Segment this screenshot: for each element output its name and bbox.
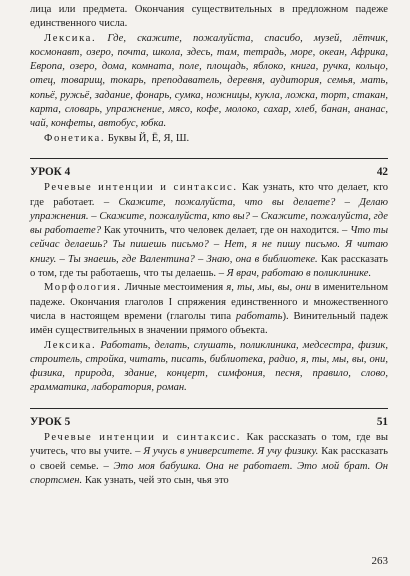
lesson5-heading xyxy=(30,415,388,429)
phonetics-label: Фонетика. xyxy=(44,132,106,144)
lexicon-words: Где, скажите, пожалуйста, спасибо, музей, лётчик, космонавт, озеро, почта, школа, здесь, там, тетрадь, море, океан, Африка, Европа, озеро, дома, комната, поле, площадь, яблоко, книга, ручка, кольцо, отец, товарищ, токарь, преподаватель, деревня, аудитория, семья, мать, копьё, ружьё, задание, фонарь, сумка, ножницы, кукла, ложка, торт, стакан, карта, словарь, упражнение, мясо, кофе, молоко, сахар, хлеб, банан, ананас, чай, конфеты, автобус, юбка. xyxy=(30,32,388,130)
intro-lexicon xyxy=(30,32,388,132)
lexicon-label: Лексика. xyxy=(44,32,97,44)
lexicon-words: Работать, делать, слушать, поликлиника, медсестра, физик, строитель, стройка, читать, писать, библиотека, радио, я, ты, мы, вы, они, физика, природа, здание, концерт, симфония, песня, правило, слово, грамматика, лаборатория, роман. xyxy=(30,339,388,394)
lesson5-divider xyxy=(30,408,388,409)
speech-label: Речевые интенции и синтаксис. xyxy=(44,432,241,444)
intro-phonetics xyxy=(30,132,388,146)
phonetics-text: Буквы Й, Ё, Я, Ш. xyxy=(107,132,190,144)
morphology-label: Морфология. xyxy=(44,282,122,294)
lesson4-divider xyxy=(30,158,388,159)
intro-paragraph: лица или предмета. Окончания существительных в предложном падеже единственного числа. xyxy=(30,4,388,30)
lesson4-lexicon xyxy=(30,339,388,396)
lesson5-speech: Речевые интенции и синтаксис. Как рассказать о том, где вы учитесь, что вы учите. – Я учусь в университете. Я учу физику. Как рассказать о своей семье. – Это моя бабушка. Она не работает. Это мой брат. Он спортсмен. Как узнать, чей это сын, чья это xyxy=(30,432,389,486)
lesson5-page: 51 xyxy=(376,415,388,428)
lesson4-title: УРОК 4 xyxy=(30,165,71,178)
lesson4-morphology: Морфология. Личные местоимения я, ты, мы, вы, они в именительном падеже. Окончания глаголов I спряжения единственного и множественного числа в настоящем времени (глаголы типа работать). Винительный падеж имён существительных в значении прямого объекта. xyxy=(30,282,389,337)
lexicon-label: Лексика. xyxy=(44,339,97,351)
lesson4-speech: Речевые интенции и синтаксис. Как узнать, кто что делает, кто где работает. – Скажите, пожалуйста, что вы делаете? – Делаю упражнения. – Скажите, пожалуйста, кто вы? – Скажите, пожалуйста, где вы работаете? Как уточнить, что человек делает, где он находится. – Что ты сейчас делаешь? Ты пишешь письмо? – Нет, я не пишу письмо. Я читаю книгу. – Ты знаешь, где Валентина? – Знаю, она в библиотеке. Как рассказать о том, где ты работаешь, что ты делаешь. – Я врач, работаю в поликлинике. xyxy=(30,182,389,280)
lesson4-page: 42 xyxy=(376,165,388,178)
lesson5-title: УРОК 5 xyxy=(30,415,71,428)
lesson4-heading xyxy=(30,165,388,179)
speech-label: Речевые интенции и синтаксис. xyxy=(44,182,238,194)
page-number: 263 xyxy=(371,554,388,567)
